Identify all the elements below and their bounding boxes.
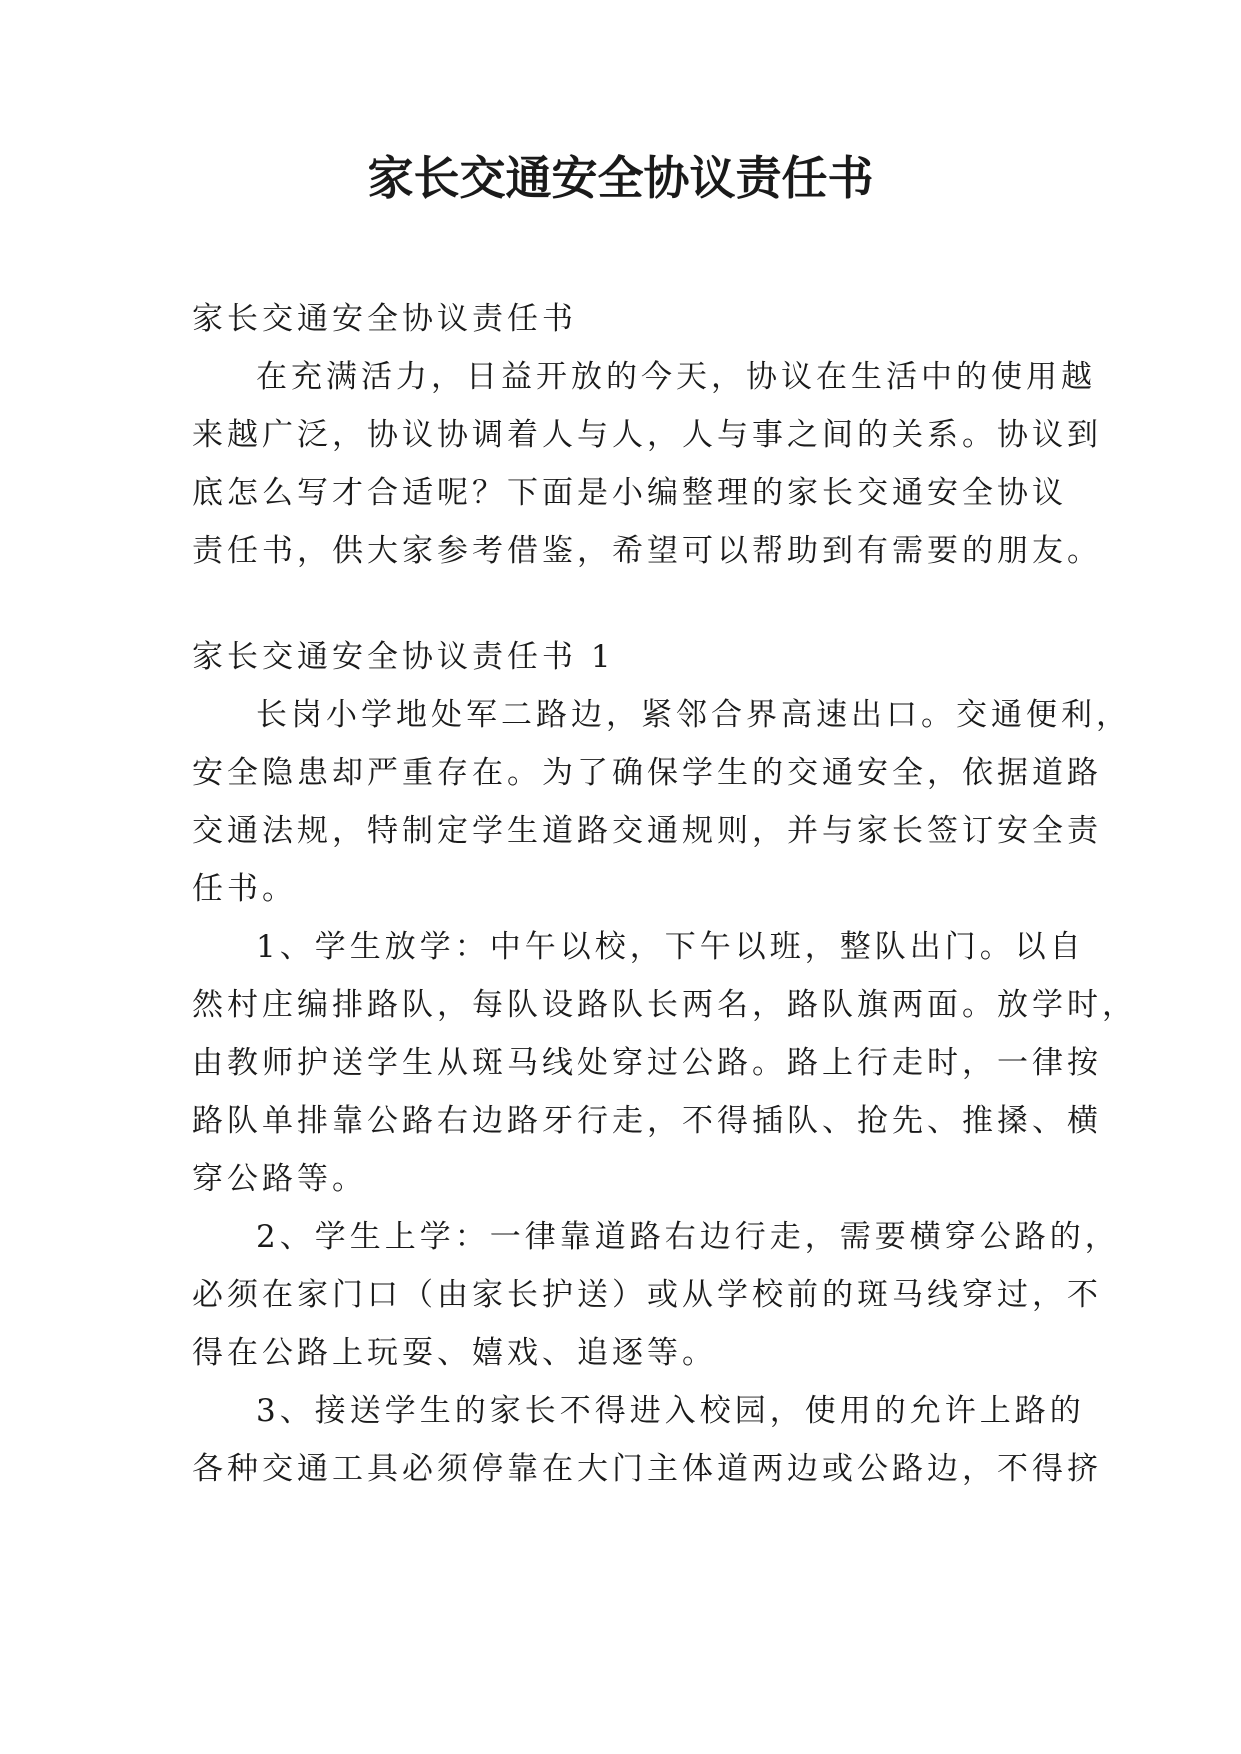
- body-paragraph: [192, 918, 1137, 1208]
- document-body: [192, 290, 1137, 1498]
- paragraph-line: 得在公路上玩耍、嬉戏、追逐等。: [192, 1335, 717, 1371]
- intro-paragraph: [192, 348, 1102, 580]
- paragraph-line: 交通法规，特制定学生道路交通规则，并与家长签订安全责: [192, 813, 1102, 849]
- document-title: 家长交通安全协议责任书: [367, 151, 874, 205]
- intro-line: 责任书，供大家参考借鉴，希望可以帮助到有需要的朋友。: [192, 533, 1102, 569]
- paragraph-line: 长岗小学地处军二路边，紧邻合界高速出口。交通便利，: [256, 697, 1131, 733]
- paragraph-line: 各种交通工具必须停靠在大门主体道两边或公路边，不得挤: [192, 1451, 1102, 1487]
- paragraph-line: 安全隐患却严重存在。为了确保学生的交通安全，依据道路: [192, 755, 1102, 791]
- section-heading: 家长交通安全协议责任书 1: [192, 639, 615, 675]
- intro-line: 来越广泛，协议协调着人与人，人与事之间的关系。协议到: [192, 417, 1102, 453]
- paragraph-line: 任书。: [192, 871, 297, 907]
- paragraph-line: 由教师护送学生从斑马线处穿过公路。路上行走时，一律按: [192, 1045, 1102, 1081]
- paragraph-line: 3、接送学生的家长不得进入校园，使用的允许上路的: [256, 1393, 1085, 1429]
- paragraph-line: 穿公路等。: [192, 1161, 367, 1197]
- intro-line: 在充满活力，日益开放的今天，协议在生活中的使用越: [256, 359, 1096, 395]
- body-paragraph: [192, 1208, 1120, 1382]
- paragraph-line: 路队单排靠公路右边路牙行走，不得插队、抢先、推搡、横: [192, 1103, 1102, 1139]
- body-paragraph: [192, 686, 1131, 918]
- body-paragraph: [192, 1382, 1102, 1498]
- paragraph-line: 2、学生上学：一律靠道路右边行走，需要横穿公路的，: [256, 1219, 1120, 1255]
- intro-line: 底怎么写才合适呢？下面是小编整理的家长交通安全协议: [192, 475, 1067, 511]
- paragraph-line: 必须在家门口（由家长护送）或从学校前的斑马线穿过，不: [192, 1277, 1102, 1313]
- document-subtitle: 家长交通安全协议责任书: [192, 301, 577, 337]
- paragraph-line: 1、学生放学：中午以校，下午以班，整队出门。以自: [256, 929, 1085, 965]
- paragraph-line: 然村庄编排路队，每队设路队长两名，路队旗两面。放学时，: [192, 987, 1137, 1023]
